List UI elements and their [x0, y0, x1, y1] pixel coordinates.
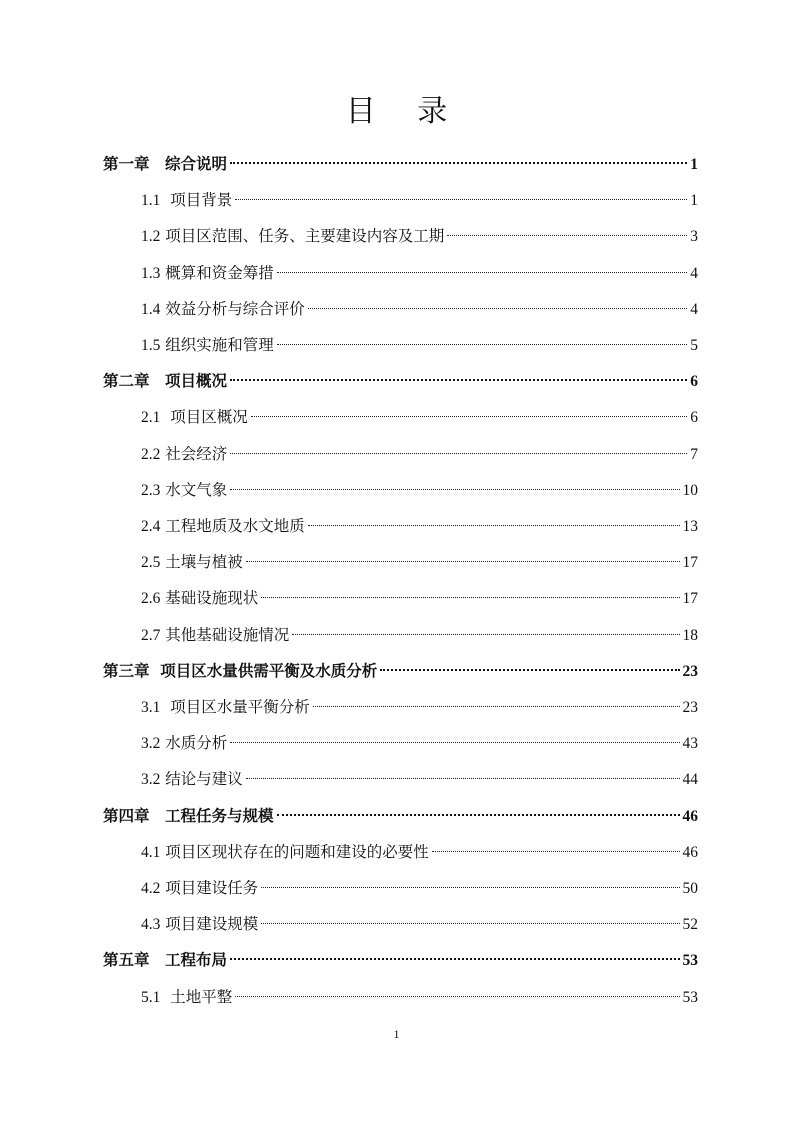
- toc-entry-text: 其他基础设施情况: [160, 625, 290, 644]
- toc-entry-number: 2.5: [141, 554, 161, 572]
- toc-dot-leader: [261, 597, 679, 598]
- toc-entry-title: [141, 695, 310, 720]
- toc-dot-leader: [261, 887, 679, 888]
- toc-entry-text: 第四章 工程任务与规模: [103, 806, 274, 825]
- toc-section-entry[interactable]: [141, 333, 698, 357]
- toc-section-entry[interactable]: [141, 586, 698, 610]
- toc-entry-text: 结论与建议: [160, 770, 243, 789]
- toc-entry-title: [103, 369, 227, 393]
- toc-page-number: 23: [682, 699, 698, 716]
- toc-page-number: 3: [690, 228, 698, 246]
- toc-entry-title: [141, 550, 243, 575]
- toc-entry-title: [141, 478, 227, 503]
- toc-entry-text: 基础设施现状: [160, 589, 259, 608]
- toc-dot-leader: [261, 923, 679, 924]
- toc-dot-leader: [230, 742, 679, 743]
- toc-entry-title: [141, 876, 258, 901]
- toc-dot-leader: [308, 308, 687, 309]
- toc-entry-text: 第二章 项目概况: [103, 372, 228, 391]
- toc-page-number: 50: [682, 880, 698, 897]
- toc-entry-title: [141, 623, 289, 648]
- toc-entry-text: 工程地质及水文地质: [160, 517, 305, 535]
- toc-page-number: 6: [690, 373, 698, 391]
- toc-entry-text: 第一章 综合说明: [103, 155, 228, 173]
- toc-entry-title: [103, 804, 274, 828]
- toc-dot-leader: [230, 162, 687, 164]
- toc-section-entry[interactable]: [141, 442, 698, 466]
- toc-entry-title: [141, 767, 243, 792]
- toc-entry-text: 项目区水量平衡分析: [160, 698, 310, 716]
- toc-entry-number: 4.1: [141, 843, 161, 861]
- toc-entry-title: [141, 224, 444, 249]
- toc-section-entry[interactable]: [141, 297, 698, 321]
- toc-entry-text: 项目区概况: [160, 408, 248, 427]
- toc-section-entry[interactable]: [141, 550, 698, 574]
- toc-section-entry[interactable]: [141, 224, 698, 248]
- toc-dot-leader: [313, 706, 680, 707]
- toc-entry-title: [141, 188, 232, 213]
- toc-page-number: 1: [690, 192, 698, 210]
- toc-section-entry[interactable]: [141, 478, 698, 502]
- toc-chapter-entry[interactable]: [103, 659, 698, 683]
- toc-entry-number: 3.2: [141, 771, 161, 789]
- toc-entry-title: [141, 985, 232, 1010]
- toc-entry-text: 效益分析与综合评价: [160, 299, 305, 318]
- toc-entry-number: 5.1: [141, 988, 161, 1006]
- toc-page-number: 13: [682, 518, 698, 535]
- toc-entry-text: 第三章 项目区水量供需平衡及水质分析: [103, 661, 378, 680]
- toc-entry-number: 4.3: [141, 916, 161, 934]
- toc-entry-text: 项目背景: [160, 191, 233, 210]
- toc-section-entry[interactable]: [141, 695, 698, 719]
- toc-entry-text: 第五章 工程布局: [103, 951, 228, 970]
- toc-dot-leader: [447, 235, 687, 236]
- toc-entry-title: [141, 333, 274, 358]
- toc-entry-title: [141, 442, 227, 467]
- toc-entry-title: [141, 586, 258, 611]
- toc-page-number: 43: [682, 735, 698, 753]
- page-title: 目 录: [345, 94, 464, 129]
- toc-dot-leader: [380, 669, 679, 671]
- toc-page-number: 1: [690, 156, 698, 173]
- toc-chapter-entry[interactable]: [103, 948, 698, 972]
- toc-entry-title: [141, 840, 429, 865]
- toc-dot-leader: [277, 814, 680, 816]
- toc-dot-leader: [308, 525, 680, 526]
- toc-entry-title: [103, 659, 377, 683]
- toc-dot-leader: [246, 561, 680, 562]
- toc-dot-leader: [277, 272, 687, 273]
- toc-page-number: 5: [690, 337, 698, 354]
- toc-dot-leader: [235, 996, 679, 997]
- toc-entry-title: [141, 261, 274, 286]
- toc-page-number: 7: [690, 445, 698, 463]
- toc-entry-title: [103, 948, 227, 972]
- toc-entry-text: 社会经济: [160, 444, 228, 463]
- toc-chapter-entry[interactable]: [103, 369, 698, 393]
- toc-dot-leader: [251, 416, 688, 417]
- toc-entry-number: 1.5: [141, 337, 161, 354]
- toc-entry-title: [141, 514, 305, 539]
- toc-section-entry[interactable]: [141, 514, 698, 538]
- toc-entry-title: [141, 912, 258, 937]
- toc-section-entry[interactable]: [141, 876, 698, 900]
- toc-entry-number: 3.2: [141, 735, 161, 753]
- toc-page-number: 53: [682, 988, 698, 1006]
- toc-entry-number: 3.1: [141, 699, 161, 716]
- toc-entry-number: 1.1: [141, 192, 161, 210]
- toc-dot-leader: [277, 344, 687, 345]
- toc-page-number: 44: [682, 771, 698, 789]
- toc-entry-title: [141, 297, 305, 322]
- toc-dot-leader: [432, 851, 680, 852]
- toc-entry-title: [141, 731, 227, 756]
- toc-dot-leader: [230, 379, 687, 381]
- toc-section-entry[interactable]: [141, 985, 698, 1009]
- toc-dot-leader: [235, 199, 687, 200]
- toc-entry-number: 2.7: [141, 626, 161, 644]
- toc-section-entry[interactable]: [141, 188, 698, 212]
- toc-section-entry[interactable]: [141, 731, 698, 755]
- toc-entry-text: 组织实施和管理: [160, 336, 274, 354]
- toc-section-entry[interactable]: [141, 767, 698, 791]
- toc-page-number: 10: [682, 481, 698, 499]
- toc-dot-leader: [292, 634, 679, 635]
- footer-page-number: 1: [393, 1027, 400, 1041]
- toc-page-number: 4: [690, 264, 698, 282]
- toc-entry-number: 2.3: [141, 481, 161, 499]
- toc-entry-number: 2.2: [141, 445, 161, 463]
- toc-section-entry[interactable]: [141, 405, 698, 429]
- toc-dot-leader: [246, 778, 680, 779]
- toc-entry-text: 土壤与植被: [160, 553, 243, 572]
- toc-entry-number: 1.2: [141, 228, 161, 246]
- toc-page-number: 23: [682, 662, 698, 680]
- toc-section-entry[interactable]: [141, 840, 698, 864]
- toc-entry-text: 项目区范围、任务、主要建设内容及工期: [160, 227, 445, 246]
- toc-entry-number: 1.3: [141, 264, 161, 282]
- toc-chapter-entry[interactable]: [103, 804, 698, 828]
- toc-entry-number: 2.4: [141, 518, 161, 535]
- toc-chapter-entry[interactable]: [103, 152, 698, 176]
- toc-page-number: 53: [682, 952, 698, 970]
- toc-entry-number: 2.1: [141, 409, 161, 427]
- toc-page-number: 18: [682, 626, 698, 644]
- toc-entry-title: [141, 405, 248, 430]
- toc-entry-text: 水质分析: [160, 734, 228, 753]
- toc-section-entry[interactable]: [141, 623, 698, 647]
- toc-page-number: 17: [682, 554, 698, 572]
- toc-dot-leader: [230, 489, 679, 490]
- toc-page-number: 52: [682, 916, 698, 934]
- toc-entry-text: 项目区现状存在的问题和建设的必要性: [160, 842, 429, 861]
- toc-entry-text: 项目建设任务: [160, 879, 259, 897]
- toc-entry-text: 水文气象: [160, 480, 228, 499]
- toc-page-number: 46: [682, 807, 698, 825]
- toc-entry-text: 概算和资金筹措: [160, 263, 274, 282]
- toc-page-number: 17: [682, 590, 698, 608]
- toc-entry-text: 土地平整: [160, 987, 233, 1006]
- toc-section-entry[interactable]: [141, 912, 698, 936]
- toc-entry-text: 项目建设规模: [160, 915, 259, 934]
- toc-dot-leader: [230, 453, 687, 454]
- toc-entry-number: 1.4: [141, 300, 161, 318]
- toc-entry-number: 4.2: [141, 880, 161, 897]
- toc-page-number: 46: [682, 843, 698, 861]
- toc-entry-number: 2.6: [141, 590, 161, 608]
- toc-section-entry[interactable]: [141, 261, 698, 285]
- toc-dot-leader: [230, 958, 679, 960]
- toc-page-number: 4: [690, 300, 698, 318]
- toc-page-number: 6: [690, 409, 698, 427]
- toc-entry-title: [103, 152, 227, 176]
